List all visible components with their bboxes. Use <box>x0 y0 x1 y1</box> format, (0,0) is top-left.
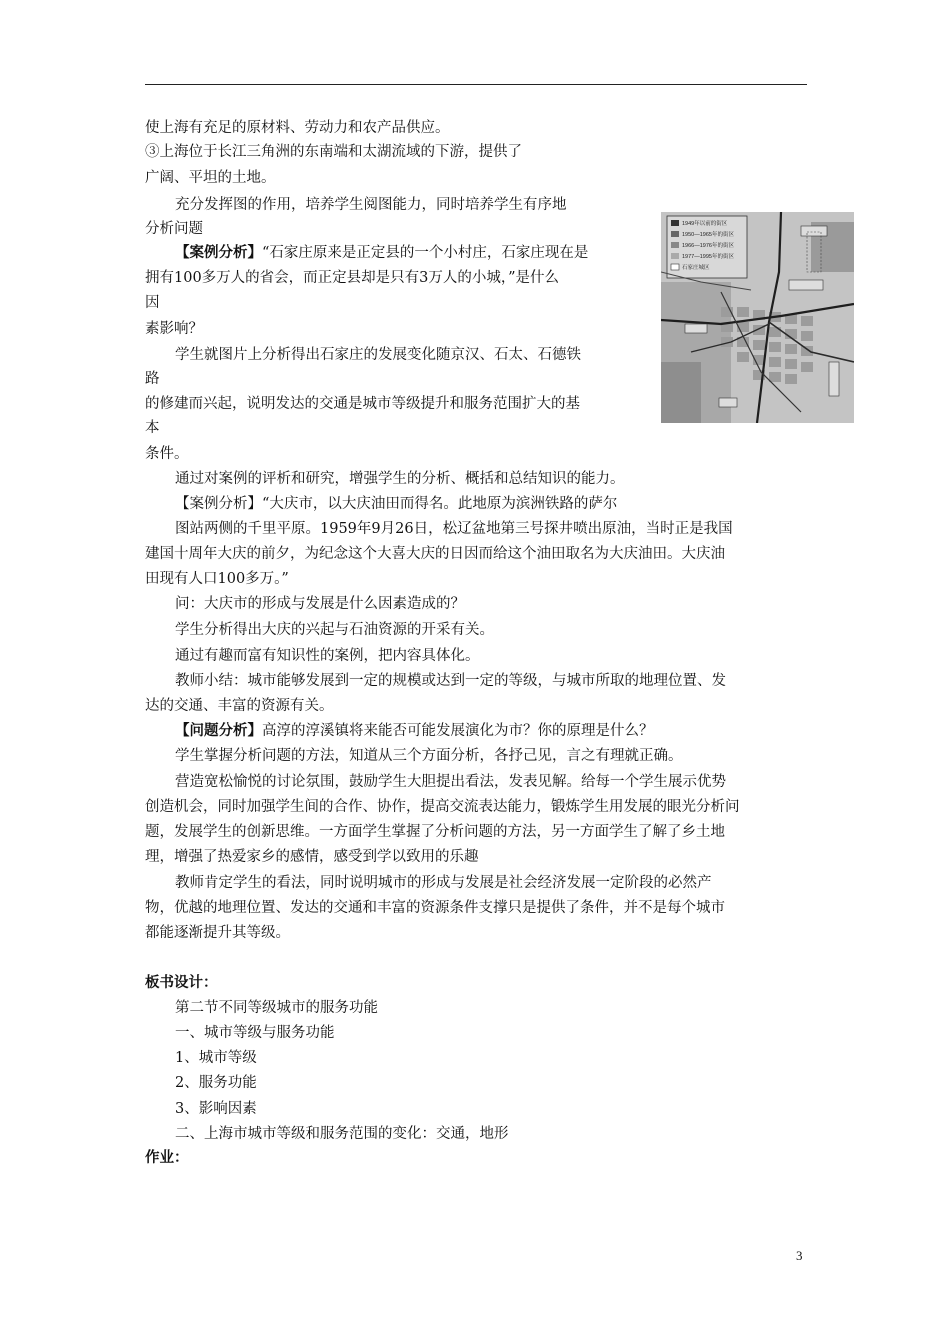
text-line: 【问题分析】高淳的淳溪镇将来能否可能发展演化为市？你的原理是什么？ <box>175 722 654 739</box>
text-line: 理，增强了热爱家乡的感情，感受到学以致用的乐趣 <box>145 849 479 865</box>
text-line: 都能逐渐提升其等级。 <box>145 925 290 941</box>
map-legend-label: 1977—1995年的街区 <box>682 254 734 260</box>
text-line: 通过有趣而富有知识性的案例，把内容具体化。 <box>175 648 480 664</box>
text-line: 充分发挥图的作用，培养学生阅图能力，同时培养学生有序地 <box>175 197 567 213</box>
text-line: 达的交通、丰富的资源有关。 <box>145 698 334 714</box>
text-line: 学生分析得出大庆的兴起与石油资源的开采有关。 <box>175 622 494 638</box>
text-line: 通过对案例的评析和研究，增强学生的分析、概括和总结知识的能力。 <box>175 471 625 487</box>
text-line: 广阔、平坦的土地。 <box>145 170 276 186</box>
map-legend-label: 1950—1965年的街区 <box>682 232 734 238</box>
text-line: 2、服务功能 <box>175 1075 257 1091</box>
text-line: 【案例分析】“石家庄原来是正定县的一个小村庄，石家庄现在是 <box>175 244 589 261</box>
text-line: 路 <box>145 371 160 387</box>
map-legend-label: 1966—1976年的街区 <box>682 243 734 249</box>
header-rule <box>145 84 807 85</box>
map-legend-label: 1949年以前的街区 <box>682 221 728 227</box>
text-line: 拥有100多万人的省会，而正定县却是只有3万人的小城，”是什么 <box>145 270 560 286</box>
section-heading: 板书设计： <box>145 974 218 991</box>
page-number: 3 <box>796 1248 803 1263</box>
text-line: 本 <box>145 420 160 436</box>
text-line: ③上海位于长江三角洲的东南端和太湖流域的下游，提供了 <box>145 144 522 160</box>
text-line: 分析问题 <box>145 221 203 237</box>
text-line: 物，优越的地理位置、发达的交通和丰富的资源条件支撑只是提供了条件，并不是每个城市 <box>145 900 725 916</box>
text-line: 教师肯定学生的看法，同时说明城市的形成与发展是社会经济发展一定阶段的必然产 <box>175 875 712 891</box>
text-line: 1、城市等级 <box>175 1050 257 1066</box>
text-line: 3、影响因素 <box>175 1101 257 1117</box>
text-line: 一、城市等级与服务功能 <box>175 1025 335 1041</box>
text-line: 素影响？ <box>145 321 203 337</box>
text-line: 问：大庆市的形成与发展是什么因素造成的？ <box>175 596 465 612</box>
text-line: 题，发展学生的创新思维。一方面学生掌握了分析问题的方法，另一方面学生了解了乡土地 <box>145 824 725 840</box>
text-line: 学生掌握分析问题的方法，知道从三个方面分析，各抒己见，言之有理就正确。 <box>175 748 683 764</box>
text-line: 图站两侧的千里平原。1959年9月26日，松辽盆地第三号探井喷出原油，当时正是我国 <box>175 521 733 537</box>
text-line: 建国十周年大庆的前夕，为纪念这个大喜大庆的日因而给这个油田取名为大庆油田。大庆油 <box>145 546 725 562</box>
text-line: 创造机会，同时加强学生间的合作、协作，提高交流表达能力，锻炼学生用发展的眼光分析问 <box>145 799 740 815</box>
text-line: 教师小结：城市能够发展到一定的规模或达到一定的等级，与城市所取的地理位置、发 <box>175 673 726 689</box>
text-line: 第二节不同等级城市的服务功能 <box>175 1000 378 1016</box>
section-heading: 作业： <box>145 1149 189 1166</box>
text-line: 【案例分析】“大庆市，以大庆油田而得名。此地原为滨洲铁路的萨尔 <box>175 496 618 512</box>
text-line: 因 <box>145 295 160 311</box>
text-line: 学生就图片上分析得出石家庄的发展变化随京汉、石太、石德铁 <box>175 347 581 363</box>
text-line: 田现有人口100多万。” <box>145 571 289 587</box>
text-line: 营造宽松愉悦的讨论氛围，鼓励学生大胆提出看法，发表见解。给每一个学生展示优势 <box>175 774 726 790</box>
text-line: 使上海有充足的原材料、劳动力和农产品供应。 <box>145 120 450 136</box>
text-line: 二、上海市城市等级和服务范围的变化：交通，地形 <box>175 1126 509 1142</box>
map-legend-label: 石家庄城区 <box>682 265 710 271</box>
shijiazhuang-map-figure <box>661 212 854 423</box>
text-line: 的修建而兴起，说明发达的交通是城市等级提升和服务范围扩大的基 <box>145 396 580 412</box>
text-line: 条件。 <box>145 446 189 462</box>
